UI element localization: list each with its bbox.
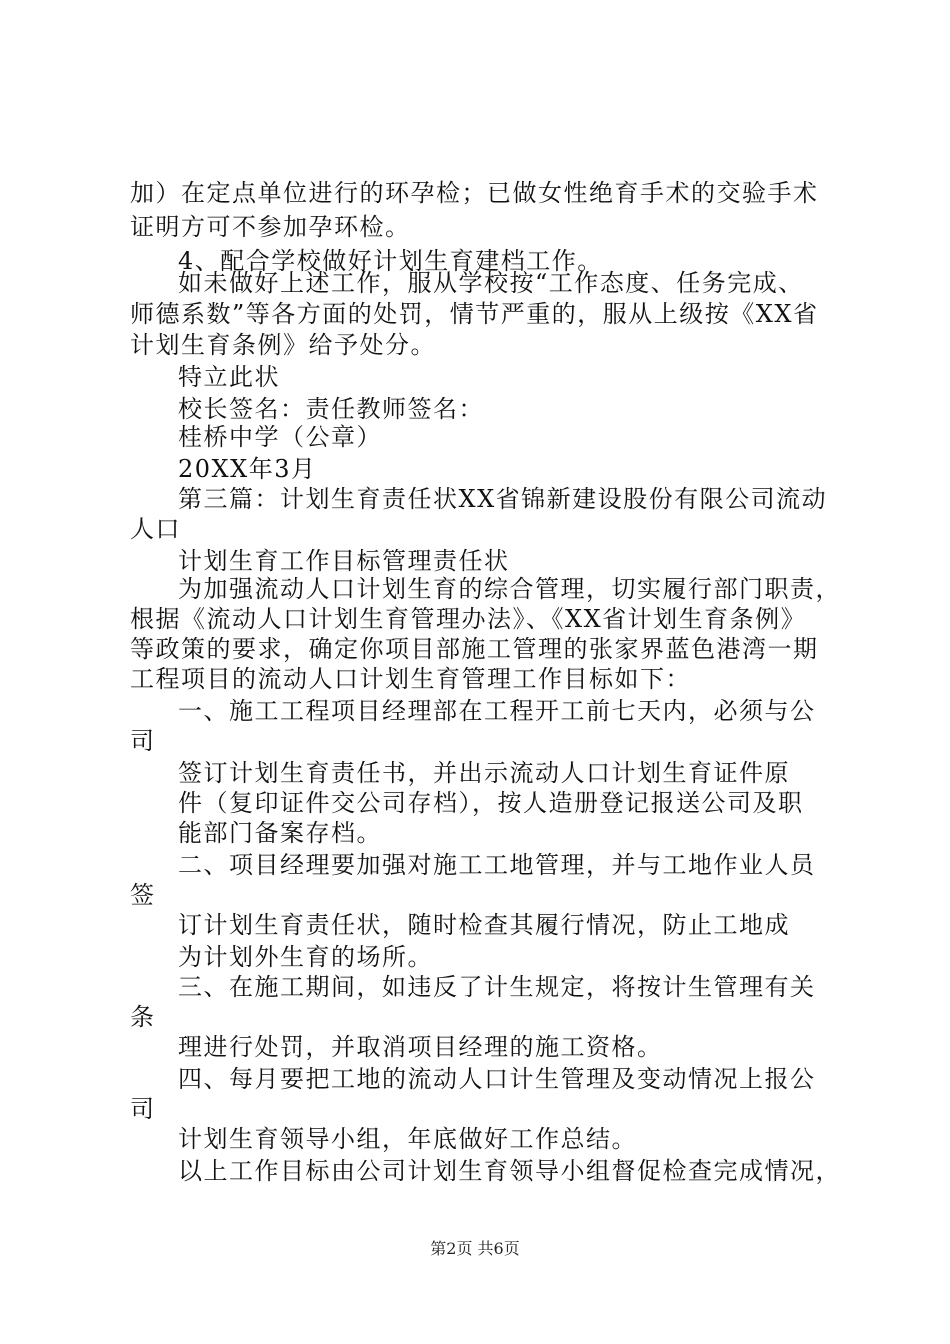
text-line: 4、配合学校做好计划生育建档工作。 xyxy=(178,247,603,275)
text-line: 校长签名：责任教师签名： xyxy=(178,395,484,423)
text-line: 司 xyxy=(130,1095,156,1123)
text-line: 计划生育条例》给予处分。 xyxy=(130,331,436,359)
text-line: 三、在施工期间，如违反了计生规定，将按计生管理有关 xyxy=(178,973,816,1001)
text-line: 订计划生育责任状，随时检查其履行情况，防止工地成 xyxy=(178,911,790,939)
text-line: 等政策的要求，确定你项目部施工管理的张家界蓝色港湾一期 xyxy=(130,635,819,663)
text-line: 四、每月要把工地的流动人口计生管理及变动情况上报公 xyxy=(178,1065,816,1093)
text-line: 证明方可不参加孕环检。 xyxy=(130,213,411,241)
text-line: 以上工作目标由公司计划生育领导小组督促检查完成情况， xyxy=(178,1157,841,1185)
text-line: 桂桥中学（公章） xyxy=(178,423,382,451)
text-line: 一、施工工程项目经理部在工程开工前七天内，必须与公 xyxy=(178,697,816,725)
text-line: 特立此状 xyxy=(178,363,280,391)
text-line: 20XX年3月 xyxy=(178,455,317,483)
text-line: 为加强流动人口计划生育的综合管理，切实履行部门职责， xyxy=(178,575,841,603)
text-line: 司 xyxy=(130,727,156,755)
text-line: 第三篇：计划生育责任状XX省锦新建设股份有限公司流动 xyxy=(178,485,828,513)
text-line: 计划生育工作目标管理责任状 xyxy=(178,547,510,575)
text-line: 理进行处罚，并取消项目经理的施工资格。 xyxy=(178,1033,663,1061)
text-line: 人口 xyxy=(130,515,181,543)
text-line: 件（复印证件交公司存档），按人造册登记报送公司及职 xyxy=(178,789,804,817)
text-line: 计划生育领导小组，年底做好工作总结。 xyxy=(178,1125,637,1153)
text-line: 为计划外生育的场所。 xyxy=(178,943,433,971)
text-line: 二、项目经理要加强对施工工地管理，并与工地作业人员 xyxy=(178,851,816,879)
text-line: 工程项目的流动人口计划生育管理工作目标如下： xyxy=(130,665,691,693)
text-line: 签 xyxy=(130,881,156,909)
text-line: 加）在定点单位进行的环孕检；已做女性绝育手术的交验手术 xyxy=(130,179,819,207)
text-line: 签订计划生育责任书，并出示流动人口计划生育证件原 xyxy=(178,759,790,787)
text-line: 师德系数”等各方面的处罚，情节严重的，服从上级按《XX省 xyxy=(130,300,819,328)
text-line: 如未做好上述工作，服从学校按“工作态度、任务完成、 xyxy=(178,269,804,297)
text-line: 条 xyxy=(130,1003,156,1031)
text-line: 能部门备案存档。 xyxy=(178,819,382,847)
page-number-footer: 第2页 共6页 xyxy=(430,1239,520,1258)
text-line: 根据《流动人口计划生育管理办法》、《XX省计划生育条例》 xyxy=(130,605,807,633)
